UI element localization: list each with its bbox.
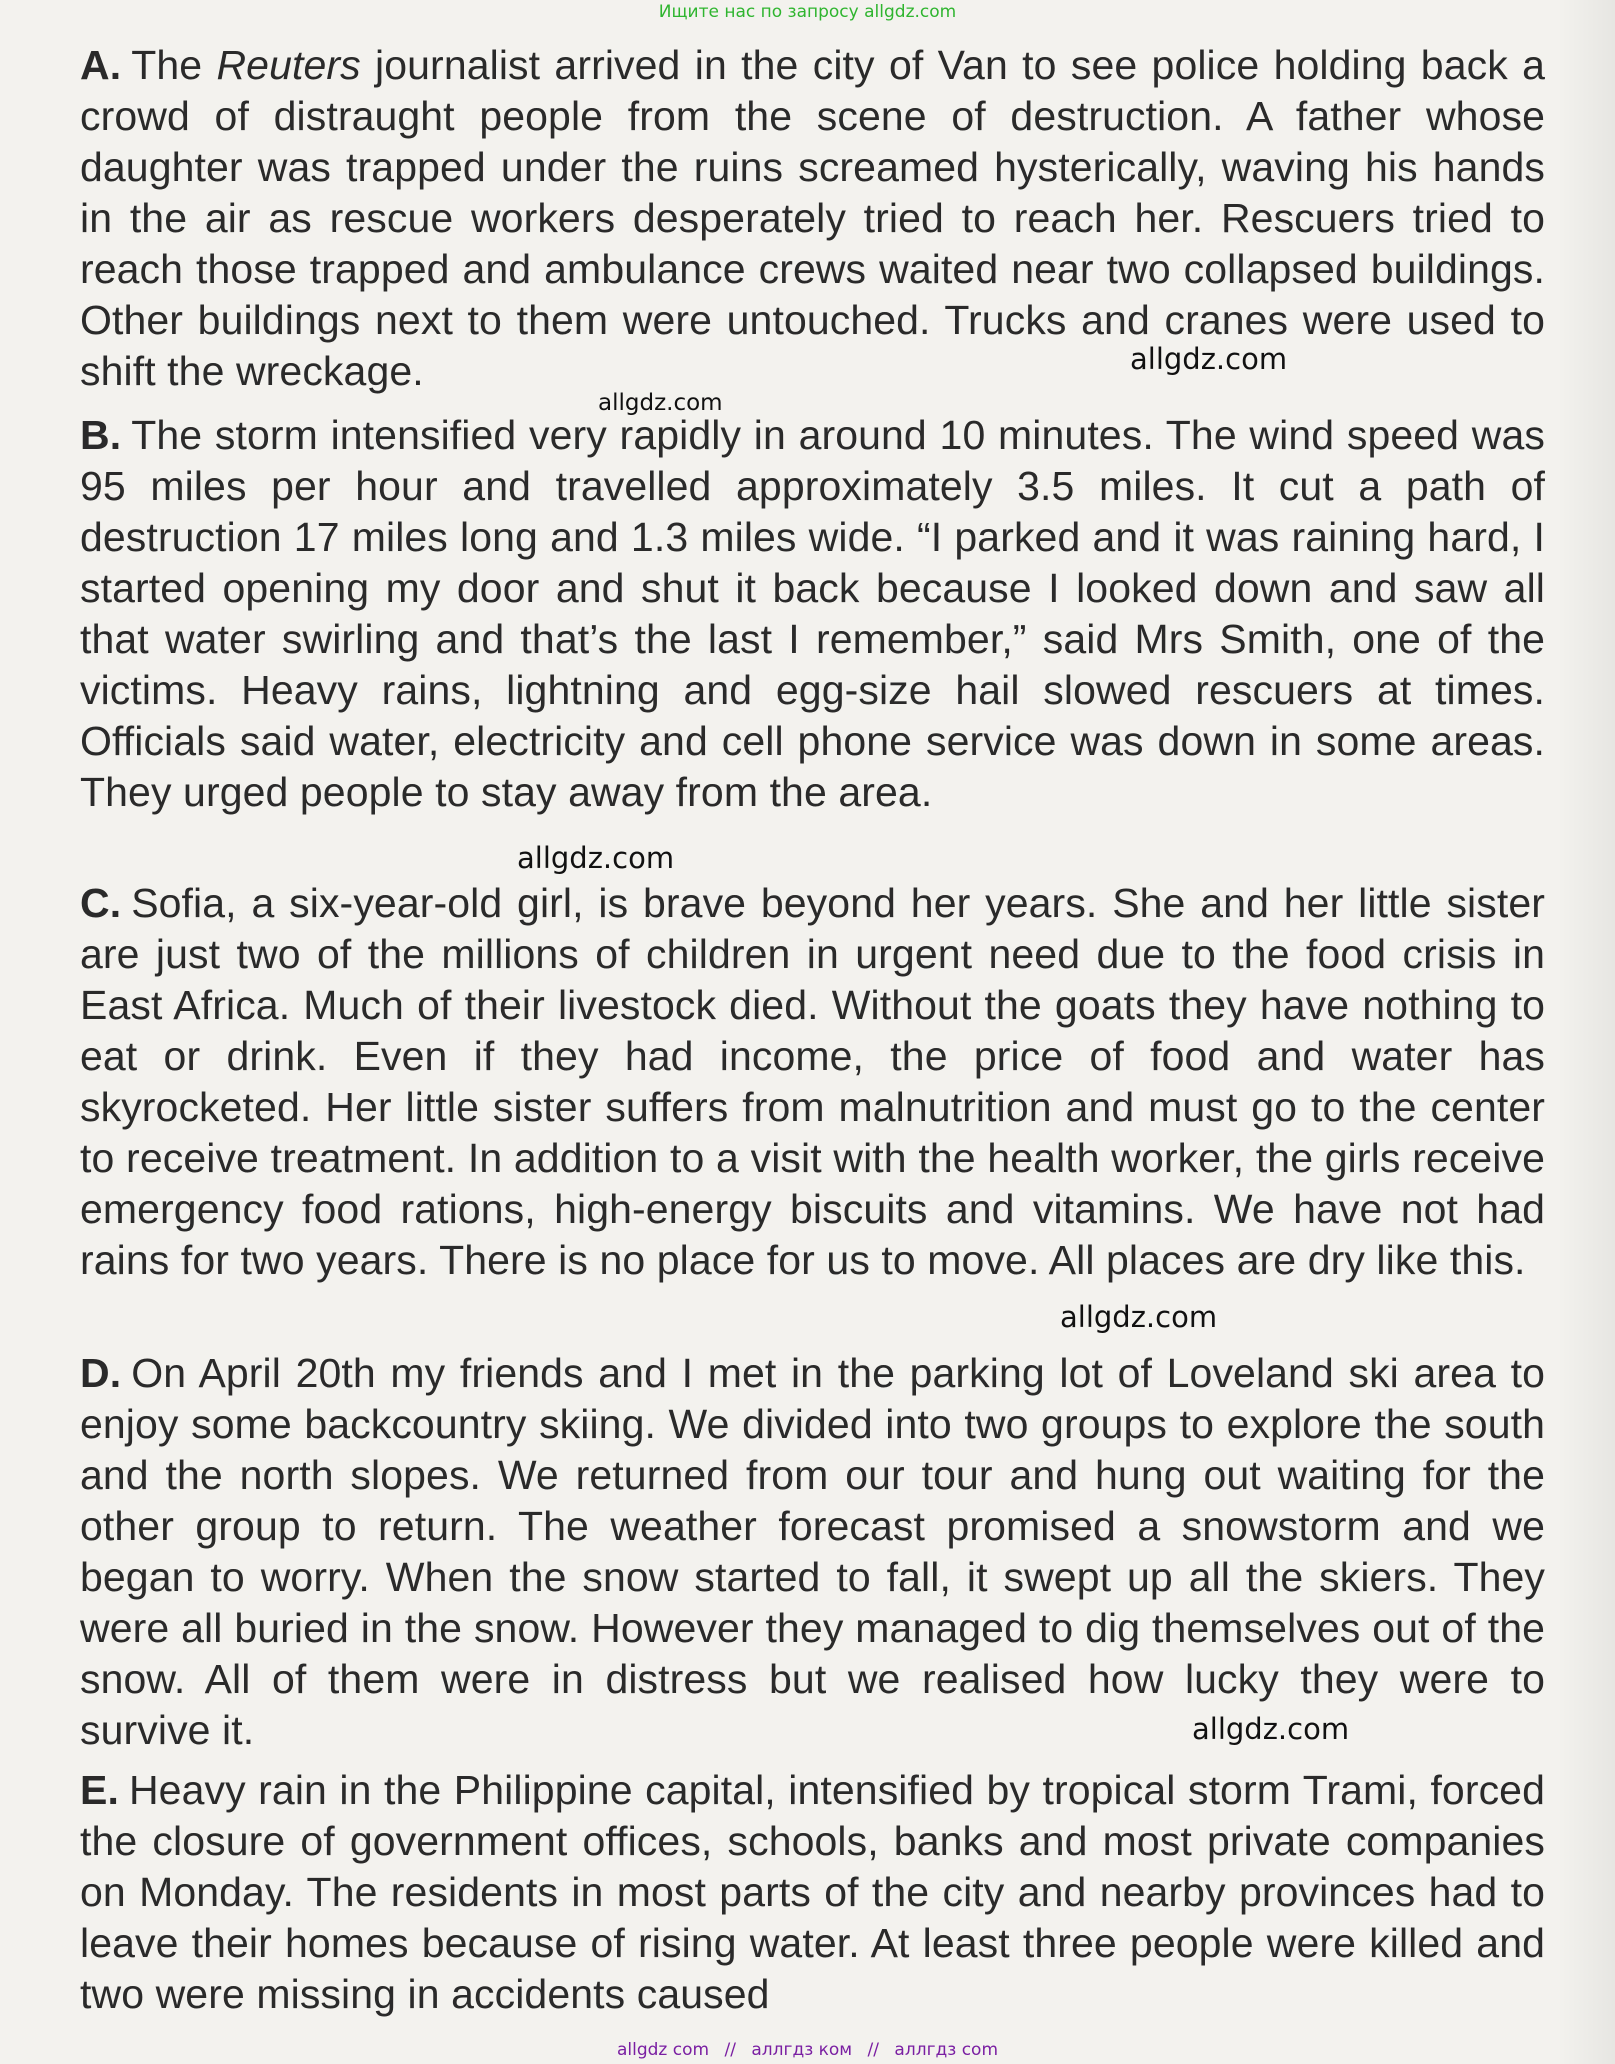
passage-c-text: Sofia, a six-year-old girl, is brave beyond her years. She and her little sister are just two of the millions of children in urgent need due to the food crisis in East Africa. Much of their livestock died. Without the goats they have nothing to eat or drink. Even if they had income, the price of food and water has skyrocketed. Her little sister suffers from malnutrition and must go to the center to receive treatment. In addition to a visit with the health worker, the girls receive emergency food rations, high-energy biscuits and vitamins. We have not had rains for two years. There is no place for us to move. All places are dry like this. — [80, 880, 1545, 1283]
passage-a-text: journalist arrived in the city of Van to see police holding back a crowd of distraught people from the scene of destruction. A father whose daughter was trapped under the ruins screamed hysterically, waving his hands in the air as rescue workers desperately tried to reach her. Rescuers tried to reach those trapped and ambulance crews waited near two collapsed buildings. Other buildings next to them were untouched. Trucks and cranes were used to shift the wreckage. — [80, 42, 1546, 394]
passage-a-pre: The — [131, 42, 203, 88]
passage-b-letter: B. — [80, 412, 122, 458]
passage-e-text: Heavy rain in the Philippine capital, intensified by tropical storm Trami, forced the closure of government offices, schools, banks and most private companies on Monday. The residents in most parts of the city and nearby provinces had to leave their homes because of rising water. At least three people were killed and two were missing in accidents caused — [80, 1767, 1545, 2017]
footer-link[interactable]: аллгдз ком — [751, 2040, 853, 2060]
passage-b — [80, 410, 1545, 818]
passage-a — [80, 40, 1545, 397]
passage-a-italic: Reuters — [216, 42, 361, 88]
footer-separator: // — [867, 2040, 880, 2060]
passage-c — [80, 878, 1545, 1286]
search-hint-banner[interactable] — [0, 2, 1615, 22]
watermark: allgdz.com — [1060, 1300, 1218, 1334]
footer-links — [0, 2040, 1615, 2060]
passage-d-letter: D. — [80, 1350, 122, 1396]
passage-d — [80, 1348, 1545, 1756]
passage-e-letter: E. — [80, 1767, 119, 1813]
passage-c-letter: C. — [80, 880, 122, 926]
footer-link[interactable]: аллгдз com — [894, 2040, 999, 2060]
watermark: allgdz.com — [1192, 1712, 1350, 1746]
watermark: allgdz.com — [1130, 342, 1288, 376]
watermark: allgdz.com — [598, 390, 723, 416]
passage-b-text: The storm intensified very rapidly in around 10 minutes. The wind speed was 95 miles per hour and travelled approximately 3.5 miles. It cut a path of destruction 17 miles long and 1.3 miles wide. “I parked and it was raining hard, I started opening my door and shut it back because I looked down and saw all that water swirling and that’s the last I remember,” said Mrs Smith, one of the victims. Heavy rains, lightning and egg-size hail slowed rescuers at times. Officials said water, electricity and cell phone service was down in some areas. They urged people to stay away from the area. — [80, 412, 1545, 815]
passage-e — [80, 1765, 1545, 2020]
footer-separator: // — [724, 2040, 736, 2060]
passage-a-letter: A. — [80, 42, 122, 88]
search-hint-text[interactable]: Ищите нас по запросу allgdz.com — [658, 2, 957, 22]
footer-link[interactable]: allgdz com — [616, 2040, 710, 2060]
passage-d-text: On April 20th my friends and I met in the parking lot of Loveland ski area to enjoy some backcountry skiing. We divided into two groups to explore the south and the north slopes. We returned from our tour and hung out waiting for the other group to return. The weather forecast promised a snowstorm and we began to worry. When the snow started to fall, it swept up all the skiers. They were all buried in the snow. However they managed to dig themselves out of the snow. All of them were in distress but we realised how lucky they were to survive it. — [80, 1350, 1545, 1753]
watermark: allgdz.com — [517, 841, 675, 875]
page-edge-shadow — [1557, 0, 1615, 2064]
